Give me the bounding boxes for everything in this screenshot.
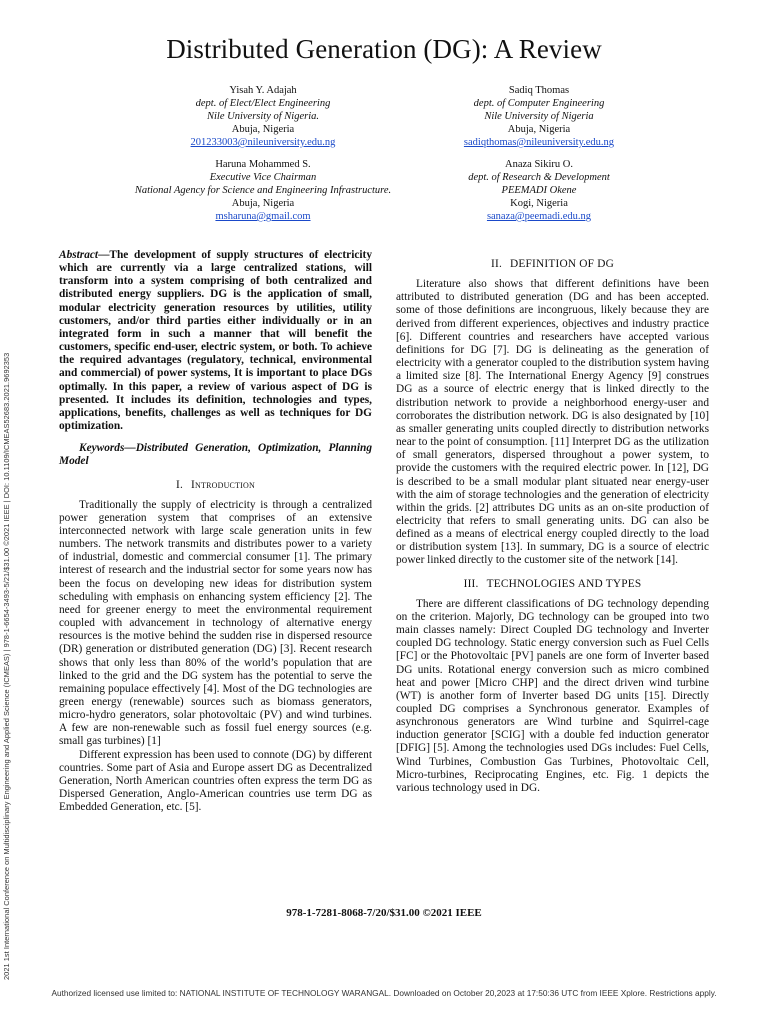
section-number: III. <box>463 577 479 590</box>
paper-title: Distributed Generation (DG): A Review <box>166 34 602 64</box>
license-note: Authorized licensed use limited to: NATIONAL INSTITUTE OF TECHNOLOGY WARANGAL. Downloaded on October 20,2023 at 17:50:36 UTC from IEEE Xplore. Restrictions apply. <box>51 988 717 998</box>
author-name: Sadiq Thomas <box>508 85 570 96</box>
section-heading-definition <box>396 258 709 271</box>
author-dept: dept. of Computer Engineering <box>473 98 605 109</box>
author-email-link[interactable]: sadiqthomas@nileuniversity.edu.ng <box>463 137 615 148</box>
section-number: I. <box>176 478 184 491</box>
author-name: Haruna Mohammed S. <box>215 159 311 170</box>
author-org: PEEMADI Okene <box>501 185 577 196</box>
author-location: Abuja, Nigeria <box>231 198 295 209</box>
section-title: TECHNOLOGIES AND TYPES <box>486 577 642 590</box>
author-dept: dept. of Research & Development <box>468 172 610 183</box>
author-email-link[interactable]: msharuna@gmail.com <box>215 211 311 222</box>
section-heading-introduction <box>59 479 372 492</box>
side-citation-note: 2021 1st International Conference on Multidisciplinary Engineering and Applied Science (ICMEAS) | 978-1-6654-3493-5/21/$31.00 ©2021 IEEE | DOI: 10.1109/ICMEAS52683.2021.9692353 <box>2 352 11 980</box>
section-title: Introduction <box>191 478 255 491</box>
author-dept: Executive Vice Chairman <box>209 172 317 183</box>
author-org: Nile University of Nigeria. <box>207 111 319 122</box>
author-org: National Agency for Science and Engineering Infrastructure. <box>134 185 392 196</box>
author-org: Nile University of Nigeria <box>484 111 594 122</box>
paragraph: There are different classifications of DG technology depending on the criterion. Majorly, DG technology can be grouped into two main classes namely: Direct Coupled DG technology and Inverter coupled DG technology. Static energy conversion such as Fuel Cells [FC] or the Photovoltaic [PV] panels are one form of Inverter based DG units. Rotational energy conversion such as micro combined heat and power [Micro CHP] and the direct driven wind turbine (WT) is another form of Inverter based DG units [15]. Directly coupled DG comprises a Synchronous generator. Examples of asynchronous generators are Wind turbine and Squirrel-cage induction generator [SCIG] with a double fed induction generator [DFIG] [5]. Among the technologies used DGs includes: Fuel Cells, Wind Turbines, Combustion Gas Turbines, Photovoltaic Cell, Micro-turbines, Reciprocating Engines, etc. Fig. 1 depicts the various technology used in DG. <box>396 597 709 794</box>
author-name: Yisah Y. Adajah <box>229 85 297 96</box>
author-name: Anaza Sikiru O. <box>505 159 573 170</box>
author-email-link[interactable]: 201233003@nileuniversity.edu.ng <box>190 137 336 148</box>
abstract <box>59 249 372 433</box>
author-block-2 <box>359 84 719 149</box>
paragraph: Literature also shows that different definitions have been attributed to distributed generation (DG and has been accepted. some of those definitions are incongruous, likely because they are derived from different experiences, objectives and industry practice [6]. Different countries and researchers have accepted various definitions for DG [7]. DG is delineating as the generation of electricity with a generator coupled to the distribution system having a limited size [8]. The International Energy Agency [9] construes DG as a source of electric energy that is linked directly to the distribution network to provide a neighborhood energy-user and corroborates the distribution network. DG is also designated by [10] as smaller generating units coupled directly to distribution networks near to the point of consumption. [11] Interpret DG as the utilization of small generators, dispersed throughout a power system, to provide the customers with the required electric power. In [12], DG is described to be a small modular plant situated near energy-user with the aim of storage technologies and the generation of electricity within the grids. [2] attributes DG units as an on-site production of electricity that refers to small generating units. DG can also be defined as a means of electrical energy coupled directly to the load or distribution system [13]. In summary, DG is a source of electric power linked directly to the customer site of the network [14]. <box>396 278 709 567</box>
author-location: Kogi, Nigeria <box>510 198 568 209</box>
author-dept: dept. of Elect/Elect Engineering <box>195 98 331 109</box>
author-location: Abuja, Nigeria <box>231 124 295 135</box>
author-location: Abuja, Nigeria <box>507 124 571 135</box>
right-column <box>396 258 709 795</box>
left-column <box>59 249 372 814</box>
author-email-link[interactable]: sanaza@peemadi.edu.ng <box>486 211 592 222</box>
footer-isbn: 978-1-7281-8068-7/20/$31.00 ©2021 IEEE <box>286 907 482 919</box>
keywords: Keywords—Distributed Generation, Optimization, Planning Model <box>59 442 372 468</box>
paragraph: Traditionally the supply of electricity is through a centralized power generation system that comprises of an extensive interconnected network with large scale generation units in few numbers. The network transmits and distributes power to a variety of industrial, domestic and commercial consumer [1]. The primary interest of research and the industrial sector for some years now has been the focus on developing new ideas for distribution system scheduling with emphasis on enhancing system efficiency [2]. The need for greener energy to meet the environmental requirement coupled with advancement in technology of alternative energy resources is the motive behind the sudden rise in dispersed resource (DR) generation or distributed generation (DG) [3]. Recent research shows that only less than 80% of the world’s population that are linked to the grid and the DG system has the potential to serve the remaining populace effectively [4]. Most of the DG technologies are green energy (renewable) sources such as biomass generators, micro-hydro generators, solar photovoltaic (PV) and wind turbines. A few are non-renewable such as fossil fuel energy sources (e.g. small gas turbines) [1] <box>59 498 372 748</box>
section-heading-technologies <box>396 578 709 591</box>
section-number: II. <box>490 258 502 270</box>
section-title: DEFINITION OF DG <box>509 258 615 270</box>
abstract-body: —The development of supply structures of electricity which are currently via a large centralized stations, will transform into a system comprising of both centralized and distributed energy suppliers. DG is the application of small, modular electricity generation resources by utilities, utility customers, and/or third parties either individually or in an integrated form in such a manner that will benefit the customers, specific end-user, electric system, or both. To achieve the required advantages (regulatory, technical, environmental and commercial) of power systems, It is important to place DGs optimally. In this paper, a review of various aspect of DG is presented. It includes its definition, technologies and types, applications, benefits, challenges as well as techniques for DG optimization. <box>59 249 372 433</box>
abstract-lead: Abstract <box>59 249 99 261</box>
paragraph: Different expression has been used to connote (DG) by different countries. Some part of Asia and Europe assert DG as Decentralized Generation, North American countries often express the term DG as Dispersed Generation, Anglo-American countries use term DG as Embedded Generation, etc. [5]. <box>59 748 372 814</box>
author-block-4 <box>359 158 719 223</box>
